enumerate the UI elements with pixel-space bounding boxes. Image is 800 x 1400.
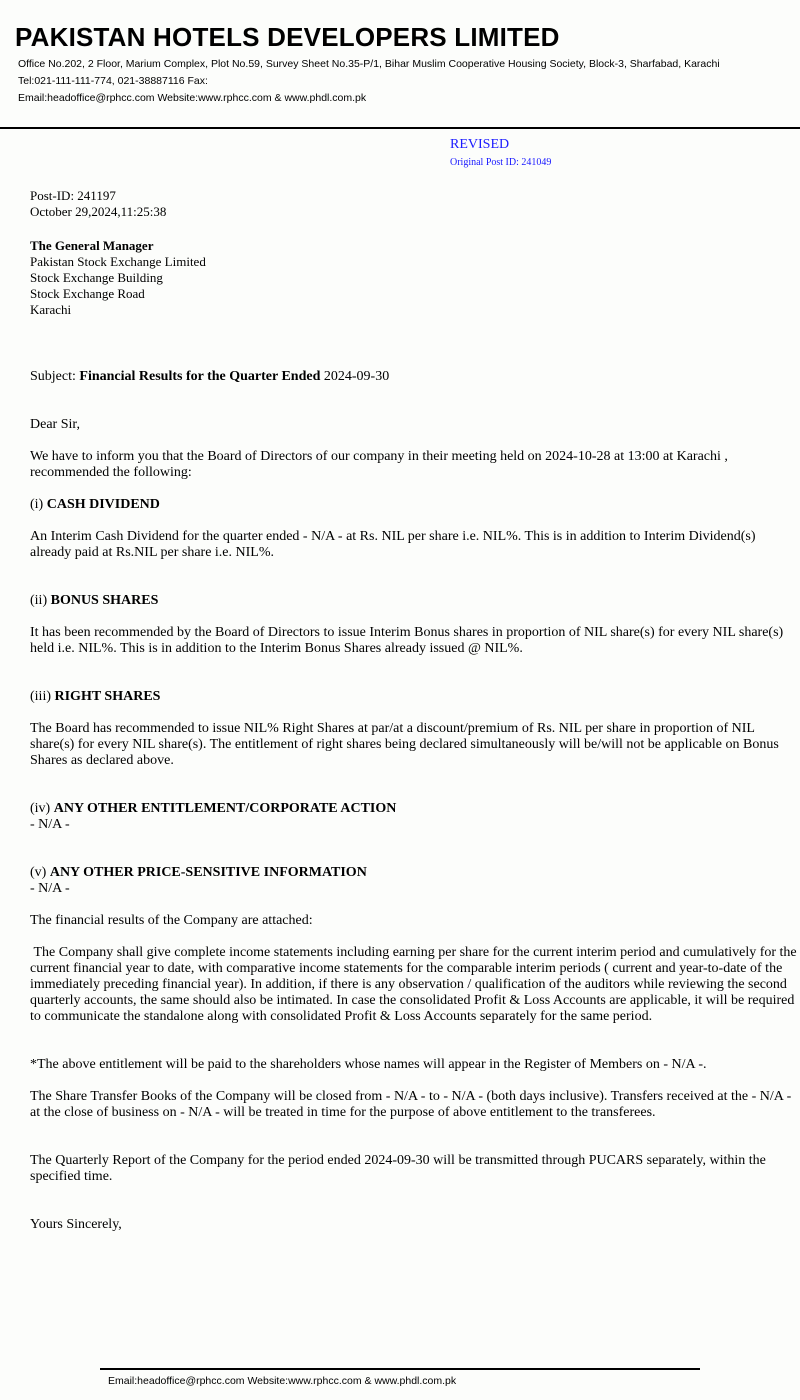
income-statement-paragraph: The Company shall give complete income statements including earning per share for the current interim period and cumulatively for the current financial year to date, with comparative income statements for the comparable interim periods ( current and year-to-date of the immediately preceding financial year). In addition, if there is any observation / qualification of the auditors while reviewing the second quarterly accounts, the same should also be intimated. In case the consolidated Profit & Loss Accounts are applicable, it will be required to communicate the standalone along with consolidated Profit & Loss Accounts separately for the same period.: [30, 945, 800, 1024]
original-post-id: Original Post ID: 241049: [450, 157, 552, 168]
section-title: CASH DIVIDEND: [46, 497, 160, 512]
footer-contact: Email:headoffice@rphcc.com Website:www.rphcc.com & www.phdl.com.pk: [108, 1375, 457, 1387]
recipient-line: Pakistan Stock Exchange Limited: [30, 254, 206, 269]
entitlement-paragraph: *The above entitlement will be paid to the shareholders whose names will appear in the Register of Members on - N/A -.: [30, 1057, 707, 1072]
recipient: [30, 238, 800, 318]
revised-label: REVISED: [450, 137, 510, 152]
section-body: An Interim Cash Dividend for the quarter ended - N/A - at Rs. NIL per share i.e. NIL%. This is in addition to Interim Dividend(s) already paid at Rs.NIL per share i.e. NIL%.: [30, 529, 756, 560]
section-title: ANY OTHER ENTITLEMENT/CORPORATE ACTION: [53, 801, 397, 816]
recipient-title: The General Manager: [30, 238, 154, 253]
post-id: Post-ID: 241197: [30, 188, 116, 203]
subject-date: 2024-09-30: [323, 369, 390, 384]
salutation: Dear Sir,: [30, 417, 80, 432]
company-name: PAKISTAN HOTELS DEVELOPERS LIMITED: [15, 22, 560, 52]
subject-label: Subject:: [30, 369, 76, 384]
subject: [30, 369, 800, 385]
company-address: Office No.202, 2 Floor, Marium Complex, Plot No.59, Survey Sheet No.35-P/1, Bihar Muslim Cooperative Housing Society, Block-3, Sharfabad, Karachi: [18, 58, 720, 70]
section-bonus-shares: [30, 593, 800, 657]
section-price-sensitive: [30, 865, 800, 897]
section-title: RIGHT SHARES: [54, 689, 161, 704]
section-num: (iv): [30, 801, 51, 816]
recipient-line: Stock Exchange Road: [30, 286, 145, 301]
subject-text: Financial Results for the Quarter Ended: [79, 369, 321, 384]
company-tel: Tel:021-111-111-774, 021-38887116 Fax:: [18, 75, 208, 87]
closing: Yours Sincerely,: [30, 1217, 122, 1232]
post-date: October 29,2024,11:25:38: [30, 204, 167, 219]
intro: We have to inform you that the Board of Directors of our company in their meeting held on 2024-10-28 at 13:00 at Karachi , recommended the following:: [30, 449, 728, 480]
section-right-shares: [30, 689, 800, 769]
results-attached: The financial results of the Company are attached:: [30, 913, 313, 928]
section-other-entitlement: [30, 801, 800, 833]
section-num: (v): [30, 865, 47, 880]
section-body: It has been recommended by the Board of Directors to issue Interim Bonus shares in proportion of NIL share(s) for every NIL share(s) held i.e. NIL%. This is in addition to the Interim Bonus Shares already issued @ NIL%.: [30, 625, 784, 656]
section-title: ANY OTHER PRICE-SENSITIVE INFORMATION: [49, 865, 367, 880]
section-num: (ii): [30, 593, 48, 608]
footer-divider: [100, 1368, 700, 1370]
quarterly-report-paragraph: The Quarterly Report of the Company for the period ended 2024-09-30 will be transmitted through PUCARS separately, within the specified time.: [30, 1153, 766, 1184]
company-email: Email:headoffice@rphcc.com Website:www.rphcc.com & www.phdl.com.pk: [18, 92, 367, 104]
section-title: BONUS SHARES: [50, 593, 159, 608]
recipient-line: Stock Exchange Building: [30, 270, 163, 285]
header-divider: [0, 127, 800, 129]
section-body: - N/A -: [30, 881, 70, 896]
section-body: The Board has recommended to issue NIL% Right Shares at par/at a discount/premium of Rs. NIL per share in proportion of NIL share(s) for every NIL share(s). The entitlement of right shares being declared simultaneously will be/will not be applicable on Bonus Shares as declared above.: [30, 721, 779, 768]
section-body: - N/A -: [30, 817, 70, 832]
recipient-line: Karachi: [30, 302, 72, 317]
section-num: (i): [30, 497, 44, 512]
section-cash-dividend: [30, 497, 800, 561]
section-num: (iii): [30, 689, 51, 704]
transfer-books-paragraph: The Share Transfer Books of the Company will be closed from - N/A - to - N/A - (both days inclusive). Transfers received at the - N/A - at the close of business on - N/A - will be treated in time for the purpose of above entitlement to the transferees.: [30, 1089, 792, 1120]
post-info: [30, 188, 800, 220]
